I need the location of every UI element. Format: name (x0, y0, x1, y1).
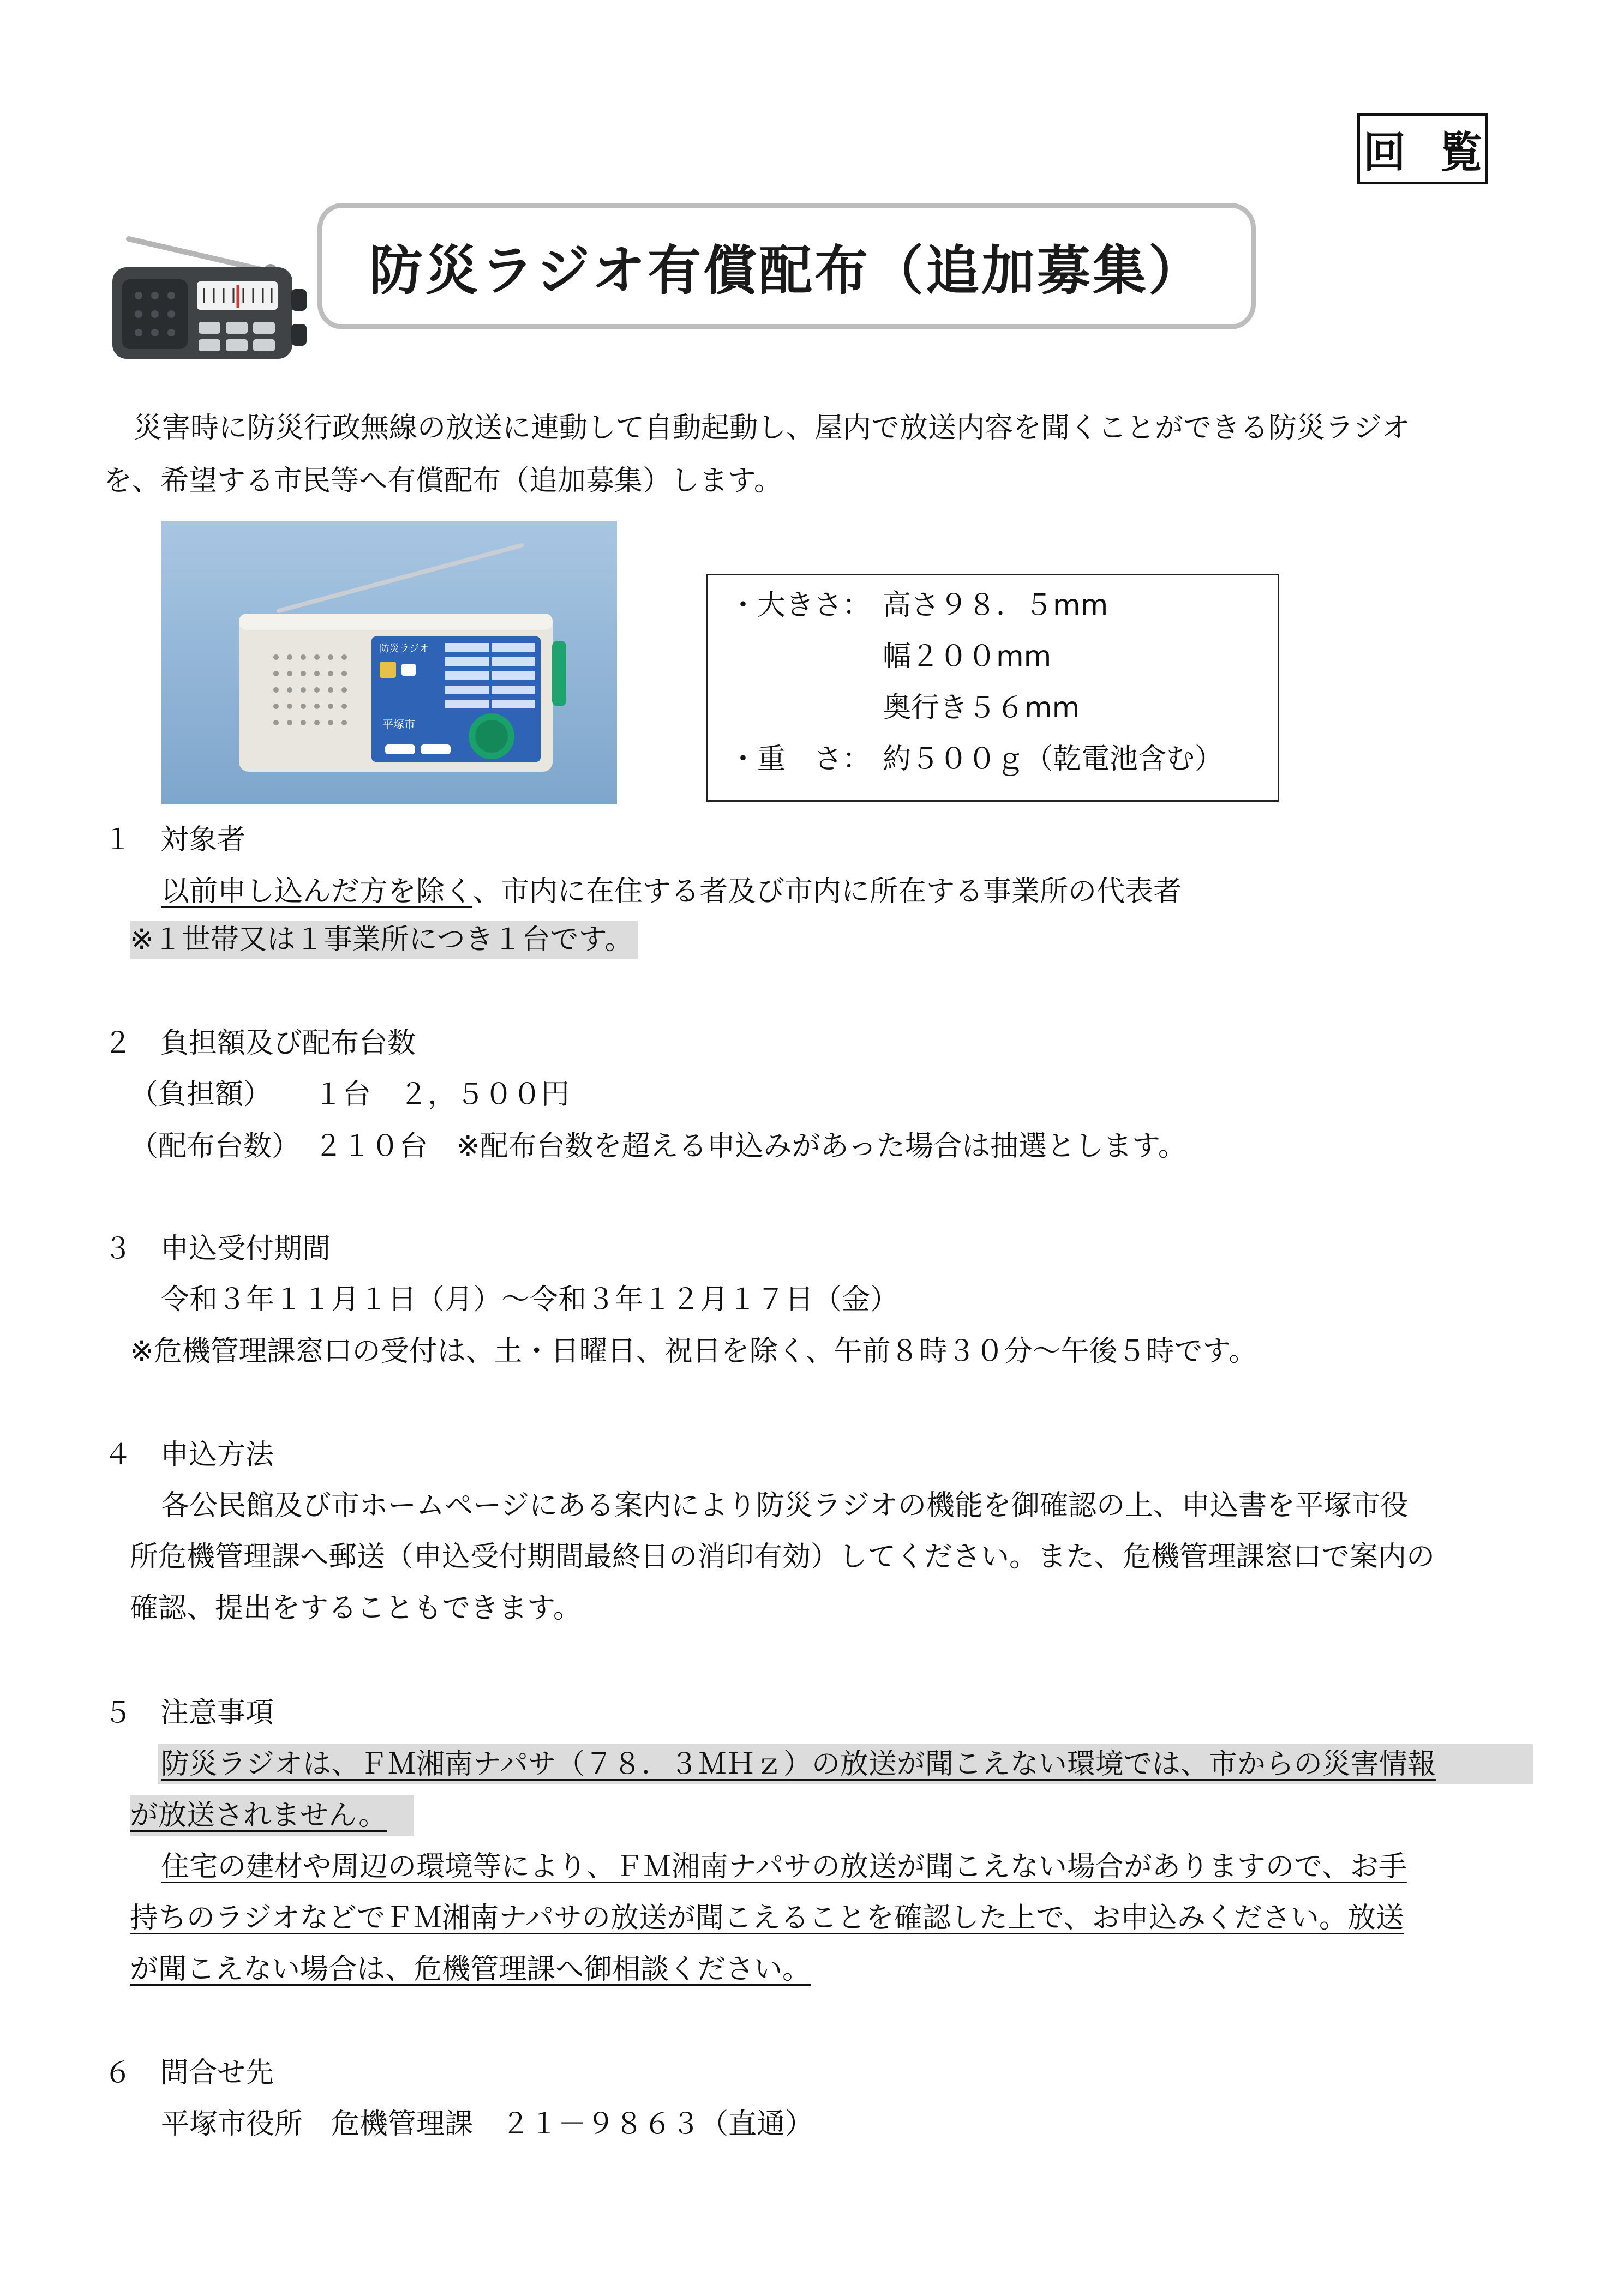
spec-weight: 約５００ｇ（乾電池含む） (883, 743, 1224, 776)
spec-weight-label: ・重 さ： (729, 743, 871, 776)
section-3-period: 令和３年１１月１日（月）～令和３年１２月１７日（金） (161, 1283, 899, 1316)
section-6-contact: 平塚市役所 危機管理課 ２１－９８６３（直通） (161, 2108, 814, 2141)
circulation-label: 回覧 (1363, 128, 1516, 177)
spec-depth: 奥行き５６mm (883, 692, 1080, 724)
section-2-count: （配布台数） ２１０台 ※配布台数を超える申込みがあった場合は抽選とします。 (130, 1130, 1186, 1163)
intro-line-2: を、希望する市民等へ有償配布（追加募集）します。 (104, 465, 782, 497)
section-5-p1-line-2: が放送されません。 (130, 1799, 387, 1832)
section-5-heading: ５ 注意事項 (104, 1697, 274, 1729)
section-3-heading: ３ 申込受付期間 (104, 1233, 331, 1265)
page-title: 防災ラジオ有償配布（追加募集） (369, 239, 1204, 302)
section-6-heading: ６ 問合せ先 (104, 2057, 274, 2089)
section-3-note: ※危機管理課窓口の受付は、土・日曜日、祝日を除く、午前８時３０分～午後５時です。 (130, 1335, 1257, 1368)
intro-line-1: 災害時に防災行政無線の放送に連動して自動起動し、屋内で放送内容を聞くことができる防災ラジオ (134, 412, 1411, 444)
photo-city: 平塚市 (382, 718, 415, 731)
section-4-heading: ４ 申込方法 (104, 1439, 274, 1471)
section-1-body (161, 873, 1182, 911)
section-5-p2-line-2: 持ちのラジオなどでＦＭ湘南ナパサの放送が聞こえることを確認した上で、お申込みください。放送 (130, 1902, 1404, 1934)
section-2-heading: ２ 負担額及び配布台数 (104, 1027, 416, 1060)
section-4-line-1: 各公民館及び市ホームページにある案内により防災ラジオの機能を御確認の上、申込書を平塚市役 (161, 1489, 1409, 1522)
section-1-heading: １ 対象者 (104, 824, 246, 856)
section-1-rest: 、市内に在住する者及び市内に所在する事業所の代表者 (472, 875, 1182, 908)
section-2-cost: （負担額） １台 ２，５００円 (130, 1078, 570, 1111)
section-5-p2-line-1: 住宅の建材や周辺の環境等により、ＦＭ湘南ナパサの放送が聞こえない場合がありますので、お手 (161, 1850, 1407, 1883)
section-4-line-3: 確認、提出をすることもできます。 (130, 1592, 582, 1625)
photo-label: 防災ラジオ (380, 643, 429, 654)
circulation-stamp (1357, 113, 1516, 184)
title-box (317, 203, 1256, 329)
spec-size-label: ・大きさ： (729, 589, 871, 622)
section-1-note: ※１世帯又は１事業所につき１台です。 (130, 921, 638, 959)
section-5-p1-line-1: 防災ラジオは、ＦＭ湘南ナパサ（７８．３ＭＨｚ）の放送が聞こえない環境では、市からの災害情報 (161, 1748, 1436, 1781)
radio-photo (161, 521, 617, 804)
radio-icon (107, 228, 309, 364)
section-5-p2-line-3: が聞こえない場合は、危機管理課へ御相談ください。 (130, 1953, 811, 1986)
section-1-underlined: 以前申し込んだ方を除く (161, 875, 472, 908)
spec-height: 高さ９８．５mm (883, 589, 1108, 622)
spec-box (706, 574, 1279, 802)
section-4-line-2: 所危機管理課へ郵送（申込受付期間最終日の消印有効）してください。また、危機管理課窓口で案内の (130, 1541, 1435, 1573)
spec-width: 幅２００mm (883, 640, 1052, 673)
